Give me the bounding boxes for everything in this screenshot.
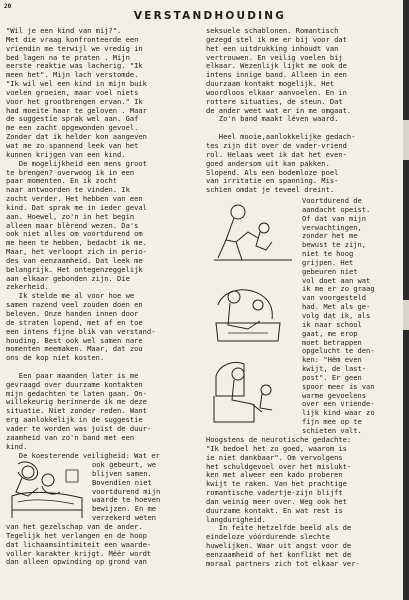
text-line: kwijt, de last-: [302, 365, 367, 374]
text-line: rol. Helaas weet ik dat het even-: [206, 150, 347, 159]
couple-in-bed-illustration: [8, 458, 88, 524]
left-column-text: [6, 27, 199, 460]
text-line: gebeuren niet: [302, 267, 358, 276]
text-line: eindeloze vóórdurende slechte: [206, 533, 330, 542]
text-line: naar antwoorden te vinden. Ik: [6, 186, 130, 195]
text-line: van voorgesteld: [302, 294, 367, 303]
text-line: niet te hoog: [302, 250, 354, 259]
text-line: duurzame kontakt. En wat rest is: [206, 506, 343, 515]
text-line: me een zacht opgewonden gevoel.: [6, 124, 139, 133]
text-line: het schuldgevoel over het mislukt-: [206, 462, 352, 471]
text-line: wat me zo spannend leek van het: [6, 141, 139, 150]
text-line: [6, 363, 199, 372]
text-line: te brengen? overwoog ik in een: [6, 168, 135, 177]
text-line: de ander weet wat er in me omgaat.: [206, 106, 352, 115]
text-line: post". Er geen: [302, 373, 362, 382]
text-line: eerste reaktie was lacherig. "Ik: [6, 62, 143, 71]
text-line: kind.: [6, 442, 28, 451]
text-line: zonder het me: [302, 232, 358, 241]
page-number: 20: [4, 3, 12, 10]
text-line: kunnen krijgen van een kind.: [6, 150, 126, 159]
text-line: paar momenten. En ik zocht: [6, 177, 118, 186]
text-line: aan. Hoewel, zo'n in het begin: [6, 212, 135, 221]
text-line: vol doet aan wat: [302, 276, 371, 285]
text-line: ken: "Hèm even: [302, 356, 362, 365]
text-line: "Ik wil wel een kind in mijn buik: [6, 80, 147, 89]
text-line: goed andersom uit kan pakken.: [206, 159, 330, 168]
text-line: Zonder dat ik helder kon aangeven: [6, 133, 147, 142]
text-line: moet betrappen: [302, 338, 362, 347]
text-line: bewijzen. En me: [92, 505, 157, 514]
right-column-text: [206, 27, 402, 195]
right-wrap-text: [302, 197, 404, 436]
text-line: opgelucht te den-: [302, 347, 375, 356]
left-column-bottom-text: [6, 523, 199, 567]
text-line: momenten meemaken. Maar, dat zou: [6, 345, 143, 354]
text-line: ook niet alles om voortdurend om: [6, 230, 143, 239]
text-line: zekerheid.: [6, 283, 49, 292]
text-line: blijven samen.: [92, 469, 152, 478]
text-line: had moeite haar te geloven . Maar: [6, 106, 147, 115]
text-line: kind. Dat sprak me in ieder geval: [6, 203, 147, 212]
text-line: ken met alweer een kado proberen: [206, 471, 343, 480]
text-line: voor het grootbrengen ervan." Ik: [6, 97, 143, 106]
text-line: een intens fijne blik van verstand-: [6, 327, 156, 336]
text-line: alleen maar blèrend wezen. Da's: [6, 221, 139, 230]
text-line: dan weinig meer over. Weg ook het: [206, 497, 347, 506]
text-line: "Ik bedoel het zo goed, waarom is: [206, 444, 347, 453]
text-line: houding. Best ook wel samen nare: [6, 336, 143, 345]
text-line: me heen te hebben, bedacht ik me.: [6, 239, 147, 248]
text-line: seksuele schablonen. Romantisch: [206, 27, 339, 35]
father-child-illustration-1: [208, 198, 298, 268]
text-line: beleven. Onze handen innen door: [6, 310, 139, 318]
text-line: woordloos elkaar aanvoelen. En in: [206, 88, 347, 97]
text-line: grijpen. Het: [302, 258, 354, 267]
text-line: spoor meer is van: [302, 382, 375, 391]
text-line: intens innige band. Alleen in een: [206, 71, 347, 80]
text-line: meen het". Mijn lach verstomde.: [6, 71, 139, 80]
text-line: [206, 124, 402, 133]
text-line: vader te worden was juist de duur-: [6, 424, 152, 433]
text-line: vertrouwen. En veilig voelen bij: [206, 53, 343, 62]
text-line: mijn gedachten te laten gaan. On-: [6, 389, 147, 398]
text-line: lijk kind waar zo: [302, 409, 375, 418]
text-line: Met die vraag konfronteerde een: [6, 35, 139, 44]
text-line: voelen groeien, maar voel niets: [6, 88, 139, 97]
text-line: zocht verder. Het hebben van een: [6, 195, 143, 204]
text-line: Een paar maanden later is me: [6, 371, 139, 380]
text-line: ie niet dankbaar". Om vervolgens: [206, 453, 343, 462]
father-child-illustration-3: [208, 352, 298, 428]
text-line: de straten lopend, met af en toe: [6, 318, 143, 327]
text-line: tes zijn dit over de vader-vriend: [206, 141, 347, 150]
text-line: ik naar school: [302, 320, 362, 329]
text-line: ook gebeurt, we: [92, 461, 157, 469]
text-line: des van eenzaamheid. Dat leek me: [6, 256, 143, 265]
text-line: Voortdurend de: [302, 197, 362, 205]
text-line: Tegelijk het verlangen en de hoop: [6, 531, 147, 540]
text-line: schieten valt.: [302, 426, 362, 435]
text-line: belangrijk. Het ontegenzeggelijk: [6, 265, 143, 274]
text-line: erg aanlokkelijk in de suggestie: [6, 416, 143, 425]
text-line: duurzaam kontakt mogelijk. Het: [206, 80, 335, 89]
text-line: romantische vadertje-zijn blijft: [206, 489, 343, 498]
text-line: voortdurend mijn: [92, 487, 161, 496]
text-line: Of dat van mijn: [302, 214, 367, 223]
text-line: van irritatie en spanning. Mis-: [206, 177, 339, 186]
text-line: rottere situaties, de steun. Dat: [206, 97, 343, 106]
text-line: aan elkaar gebonden zijn. Die: [6, 274, 130, 283]
text-line: bed lagen na te praten . Mijn: [6, 53, 130, 62]
text-line: waarde te hoeven: [92, 496, 161, 505]
text-line: Ik stelde me al voor hoe we: [6, 292, 135, 301]
text-line: bewust te zijn,: [302, 241, 367, 250]
father-child-illustration-2: [208, 275, 298, 347]
text-line: ons de kop niet kosten.: [6, 354, 105, 363]
text-line: samen razend veel zouden doen en: [6, 301, 143, 310]
text-line: Heel mooie,aanlokkelijke gedach-: [206, 133, 356, 142]
text-line: de suggestie sprak wel aan. Gaf: [6, 115, 139, 124]
text-line: gezegd stel ik me er bij voor dat: [206, 35, 347, 44]
text-line: voller karakter krijgt. Méér wordt: [6, 549, 152, 558]
text-line: dan alleen opwinding op grond van: [6, 558, 147, 567]
text-line: zaamheid van zo'n band met een: [6, 433, 135, 442]
page-edge-strip: [403, 0, 409, 600]
text-line: Hoogstens de neurotische gedachte:: [206, 436, 352, 444]
text-line: Slopend. Als een bodemloze poel: [206, 168, 339, 177]
text-line: verzekerd weten: [92, 514, 157, 523]
text-line: elkaar. Wezenlijk lijkt me ook de: [206, 62, 347, 71]
text-line: willekeurig herinnerde ik me deze: [6, 398, 147, 407]
text-line: Maar, het verloopt zich in perio-: [6, 248, 147, 257]
text-line: vriendin me terwijl we vredig in: [6, 44, 143, 53]
text-line: huwelijken. Waar uit angst voor de: [206, 542, 352, 551]
text-line: verwachtingen,: [302, 223, 362, 232]
text-line: langdurigheid.: [206, 515, 266, 524]
text-line: gaat, me erop: [302, 329, 358, 338]
text-line: volg dat ik, als: [302, 311, 371, 320]
page-title: VERSTANDHOUDING: [133, 10, 287, 22]
text-line: Bovendien niet: [92, 478, 152, 487]
text-line: van het gezelschap van de ander.: [6, 523, 143, 531]
text-line: Zo'n band maakt léven waard.: [206, 115, 339, 124]
text-line: dat lichaamsintimiteit een waarde-: [6, 540, 152, 549]
text-line: In feite hetzelfde beeld als de: [206, 524, 352, 533]
text-line: ik me er zo graag: [302, 285, 375, 294]
text-line: gevraagd over duurzame kontakten: [6, 380, 143, 389]
text-line: het een uitdrukking inhoudt van: [206, 44, 339, 53]
text-line: De koesterende veiligheid: Wat er: [6, 451, 160, 460]
left-wrap-text: [92, 461, 200, 523]
text-line: over een vriende-: [302, 400, 375, 409]
right-column-bottom-text: [206, 436, 402, 569]
text-line: De mogelijkheid een mens groot: [6, 159, 147, 168]
text-line: kwijt te raken. Van het prachtige: [206, 480, 347, 489]
text-line: warme gevoelens: [302, 391, 367, 400]
text-line: "Wil je een kind van mij?".: [6, 27, 122, 35]
text-line: moraal partners zich tot elkaar ver-: [206, 559, 360, 568]
text-line: aandacht opeist.: [302, 205, 371, 214]
text-line: fijn mee op te: [302, 418, 362, 427]
text-line: had. Met als ge-: [302, 303, 371, 312]
text-line: situatie. Niet zonder reden. Want: [6, 407, 147, 416]
text-line: schien omdat je teveel dreint.: [206, 186, 335, 195]
text-line: eenzaamheid of het konflikt met de: [206, 550, 352, 559]
